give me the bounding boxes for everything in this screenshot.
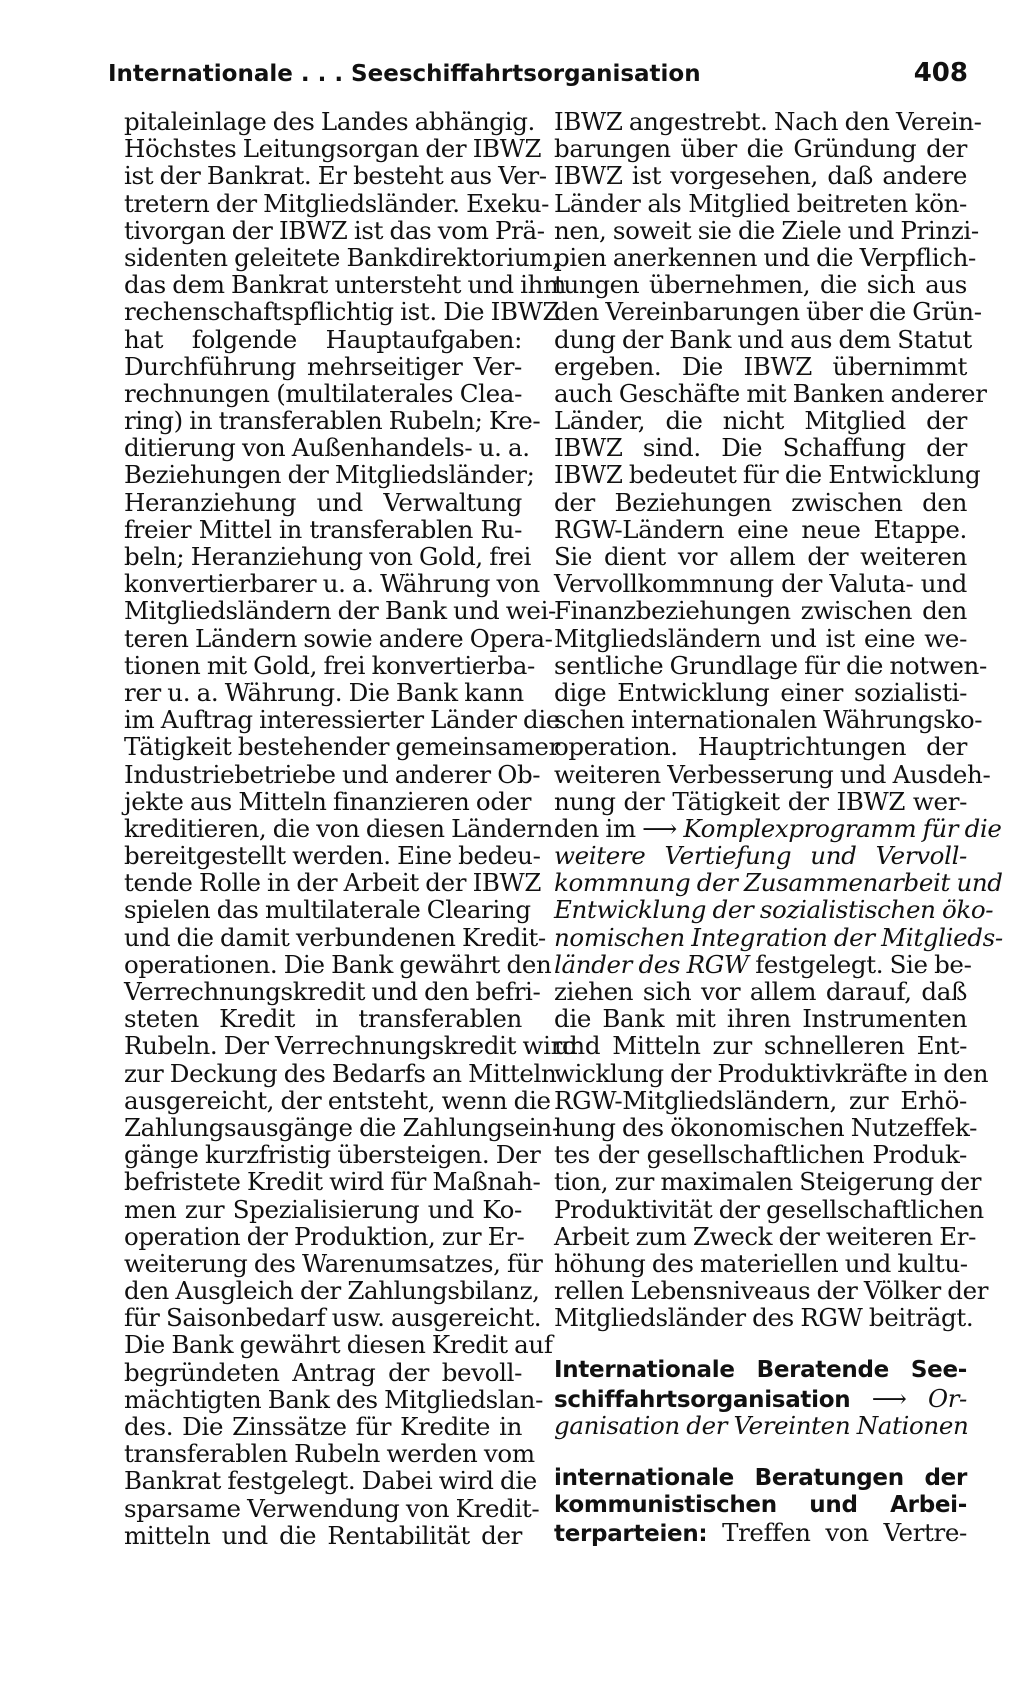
text-line: hung des ökonomischen Nutzeffek- bbox=[554, 1112, 978, 1142]
text-line: hat folgende Hauptaufgaben: bbox=[124, 324, 522, 354]
text-line: dige Entwicklung einer sozialisti- bbox=[554, 677, 967, 707]
text-line: ausgereicht, der entsteht, wenn die bbox=[124, 1085, 551, 1115]
text-line: terparteien: Treffen von Vertre- bbox=[554, 1518, 967, 1548]
text-line: ergeben. Die IBWZ übernimmt bbox=[554, 351, 967, 381]
text-line: Finanzbeziehungen zwischen den bbox=[554, 596, 967, 626]
text-line: weiteren Verbesserung und Ausdeh- bbox=[554, 759, 991, 789]
text-line: RGW-Mitgliedsländern, zur Erhö- bbox=[554, 1085, 967, 1115]
text-line: teren Ländern sowie andere Opera- bbox=[124, 623, 553, 653]
entry-beratungen bbox=[554, 1465, 967, 1547]
entry-headword: kommunistischen und Arbei- bbox=[554, 1492, 967, 1519]
entry-headword: Internationale Beratende See- bbox=[554, 1357, 967, 1384]
text-line: Verrechnungskredit und den befri- bbox=[124, 977, 541, 1006]
entry-headword: schiffahrtsorganisation bbox=[554, 1386, 851, 1413]
cross-reference-arrow-icon: ⟶ bbox=[642, 813, 677, 843]
text-line: weitere Vertiefung und Vervoll- bbox=[554, 841, 967, 871]
text-line: Länder, die nicht Mitglied der bbox=[554, 406, 967, 436]
text-line: tionen mit Gold, frei konvertierba- bbox=[124, 650, 535, 680]
text-line: nomischen Integration der Mitglieds- bbox=[554, 922, 1003, 952]
cross-reference-link[interactable]: ganisation der Vereinten Nationen bbox=[554, 1410, 969, 1440]
text-line: barungen über die Gründung der bbox=[554, 134, 967, 164]
entry-seeschiffahrtsorganisation bbox=[554, 1357, 967, 1439]
text-line: rechenschaftspflichtig ist. Die IBWZ bbox=[124, 297, 560, 327]
text-line: IBWZ angestrebt. Nach den Verein- bbox=[554, 107, 982, 136]
text-line: steten Kredit in transferablen bbox=[124, 1004, 522, 1034]
text-line: RGW-Ländern eine neue Etappe. bbox=[554, 514, 967, 544]
text-line: Sie dient vor allem der weiteren bbox=[554, 542, 967, 571]
text-line: Die Bank gewährt diesen Kredit auf bbox=[124, 1330, 553, 1360]
text-line: Höchstes Leitungsorgan der IBWZ bbox=[124, 134, 542, 164]
text-line: Zahlungsausgänge die Zahlungsein- bbox=[124, 1112, 560, 1142]
text-line: zur Deckung des Bedarfs an Mitteln bbox=[124, 1058, 557, 1088]
text-line: operationen. Die Bank gewährt den bbox=[124, 949, 552, 979]
text-line: tes der gesellschaftlichen Produk- bbox=[554, 1140, 967, 1170]
text-line: nung der Tätigkeit der IBWZ wer- bbox=[554, 786, 967, 816]
text-line: tion, zur maximalen Steigerung der bbox=[554, 1167, 982, 1197]
text-line: die Bank mit ihren Instrumenten bbox=[554, 1004, 967, 1034]
text-line: wicklung der Produktivkräfte in den bbox=[554, 1058, 989, 1088]
page-number: 408 bbox=[913, 58, 968, 88]
text-line: sentliche Grundlage für die notwen- bbox=[554, 650, 987, 680]
text-line: spielen das multilaterale Clearing bbox=[124, 895, 531, 925]
text-line: ist der Bankrat. Er besteht aus Ver- bbox=[124, 161, 547, 191]
text-line: Entwicklung der sozialistischen öko- bbox=[554, 895, 994, 925]
text-line: Produktivität der gesellschaftlichen bbox=[554, 1194, 984, 1224]
text-line: rer u. a. Währung. Die Bank kann bbox=[124, 677, 524, 707]
text-line: auch Geschäfte mit Banken anderer bbox=[554, 378, 987, 408]
text-line: höhung des materiellen und kultu- bbox=[554, 1248, 968, 1278]
text-line: schen internationalen Währungsko- bbox=[554, 705, 983, 735]
text-line: den Vereinbarungen über die Grün- bbox=[554, 297, 982, 327]
text-line: tivorgan der IBWZ ist das vom Prä- bbox=[124, 215, 545, 245]
text-line: Tätigkeit bestehender gemeinsamer bbox=[124, 732, 560, 762]
text-line: kreditieren, die von diesen Ländern bbox=[124, 813, 554, 843]
cross-reference-link[interactable]: länder des RGW bbox=[554, 949, 749, 979]
text-line: Rubeln. Der Verrechnungskredit wird bbox=[124, 1031, 578, 1061]
text-line: länder des RGW festgelegt. Sie be- bbox=[554, 949, 972, 979]
text-line: begründeten Antrag der bevoll- bbox=[124, 1357, 522, 1387]
text-line: pitaleinlage des Landes abhängig. bbox=[124, 107, 535, 136]
text-line: für Saisonbedarf usw. ausgereicht. bbox=[124, 1303, 542, 1333]
text-line: mächtigten Bank des Mitgliedslan- bbox=[124, 1384, 544, 1414]
text-line: befristete Kredit wird für Maßnah- bbox=[124, 1167, 541, 1197]
text-line: ditierung von Außenhandels- u. a. bbox=[124, 433, 530, 463]
text-line: Mitgliedsländern und ist eine we- bbox=[554, 623, 967, 653]
text-line: Arbeit zum Zweck der weiteren Er- bbox=[554, 1221, 977, 1251]
running-header-title: Internationale . . . Seeschiffahrtsorganisation bbox=[108, 61, 701, 87]
text-line: Bankrat festgelegt. Dabei wird die bbox=[124, 1466, 537, 1496]
text-line: bereitgestellt werden. Eine bedeu- bbox=[124, 841, 541, 871]
text-line: Durchführung mehrseitiger Ver- bbox=[124, 351, 522, 381]
text-line: Mitgliedsländern der Bank und wei- bbox=[124, 596, 556, 626]
text-line: ziehen sich vor allem darauf, daß bbox=[554, 977, 967, 1006]
text-line: rellen Lebensniveaus der Völker der bbox=[554, 1276, 989, 1306]
text-line: operation der Produktion, zur Er- bbox=[124, 1221, 525, 1251]
cross-reference-title bbox=[554, 841, 1003, 952]
text-line: den Ausgleich der Zahlungsbilanz, bbox=[124, 1276, 540, 1306]
entry-ibwz-conclusion bbox=[554, 977, 989, 1333]
cross-reference-link[interactable]: Or- bbox=[906, 1383, 967, 1413]
text-line: und Mitteln zur schnelleren Ent- bbox=[554, 1031, 967, 1061]
text-line: beln; Heranziehung von Gold, frei bbox=[124, 542, 531, 571]
text-line: sparsame Verwendung von Kredit- bbox=[124, 1493, 540, 1523]
text-line: nen, soweit sie die Ziele und Prinzi- bbox=[554, 215, 979, 245]
entry-headword: terparteien: bbox=[554, 1521, 708, 1548]
text-line: tungen übernehmen, die sich aus bbox=[554, 270, 967, 300]
text-line: freier Mittel in transferablen Ru- bbox=[124, 514, 522, 544]
text-line: das dem Bankrat untersteht und ihm bbox=[124, 270, 566, 300]
text-line: Industriebetriebe und anderer Ob- bbox=[124, 759, 541, 789]
text-line: sidenten geleitete Bankdirektorium, bbox=[124, 242, 560, 272]
text-line: men zur Spezialisierung und Ko- bbox=[124, 1194, 522, 1224]
text-line: Heranziehung und Verwaltung bbox=[124, 487, 522, 517]
text-line: kommnung der Zusammenarbeit und bbox=[554, 868, 1003, 898]
text-line: rechnungen (multilaterales Clea- bbox=[124, 378, 522, 408]
left-column bbox=[124, 107, 578, 1550]
text-line: pien anerkennen und die Verpflich- bbox=[554, 242, 976, 272]
text-line: Vervollkommnung der Valuta- und bbox=[554, 569, 967, 599]
text-line: jekte aus Mitteln finanzieren oder bbox=[124, 786, 532, 816]
text-line: Beziehungen der Mitgliedsländer; bbox=[124, 460, 535, 490]
text-line: Mitgliedsländer des RGW beiträgt. bbox=[554, 1303, 974, 1333]
text-line: gänge kurzfristig übersteigen. Der bbox=[124, 1140, 541, 1170]
entry-headword: internationale Beratungen der bbox=[554, 1465, 967, 1491]
text-line: dung der Bank und aus dem Statut bbox=[554, 324, 972, 354]
text-line: mitteln und die Rentabilität der bbox=[124, 1520, 522, 1550]
text-line: transferablen Rubeln werden vom bbox=[124, 1439, 535, 1469]
text-line: der Beziehungen zwischen den bbox=[554, 487, 967, 517]
cross-reference-link[interactable]: Komplexprogramm für die bbox=[676, 813, 1002, 843]
cross-reference-arrow-icon: ⟶ bbox=[871, 1383, 907, 1413]
text-line: ring) in transferablen Rubeln; Kre- bbox=[124, 406, 541, 436]
text-line: operation. Hauptrichtungen der bbox=[554, 732, 967, 762]
entry-ibwz-continuation bbox=[554, 107, 991, 816]
text-line: IBWZ bedeutet für die Entwicklung bbox=[554, 460, 981, 490]
text-line: tende Rolle in der Arbeit der IBWZ bbox=[124, 868, 542, 898]
text-line bbox=[554, 1385, 967, 1412]
text-line: Länder als Mitglied beitreten kön- bbox=[554, 188, 967, 218]
page-header bbox=[108, 58, 968, 96]
text-line: den im ⟶ Komplexprogramm für die bbox=[554, 813, 1002, 843]
right-column bbox=[554, 107, 1003, 1548]
text-line: IBWZ sind. Die Schaffung der bbox=[554, 433, 967, 463]
text-line: konvertierbarer u. a. Währung von bbox=[124, 569, 540, 599]
text-line: im Auftrag interessierter Länder die bbox=[124, 705, 560, 735]
text-line: und die damit verbundenen Kredit- bbox=[124, 922, 546, 952]
text-line: weiterung des Warenumsatzes, für bbox=[124, 1248, 543, 1278]
text-line: IBWZ ist vorgesehen, daß andere bbox=[554, 161, 967, 191]
text-line: tretern der Mitgliedsländer. Exeku- bbox=[124, 188, 550, 218]
text-line: des. Die Zinssätze für Kredite in bbox=[124, 1412, 522, 1441]
